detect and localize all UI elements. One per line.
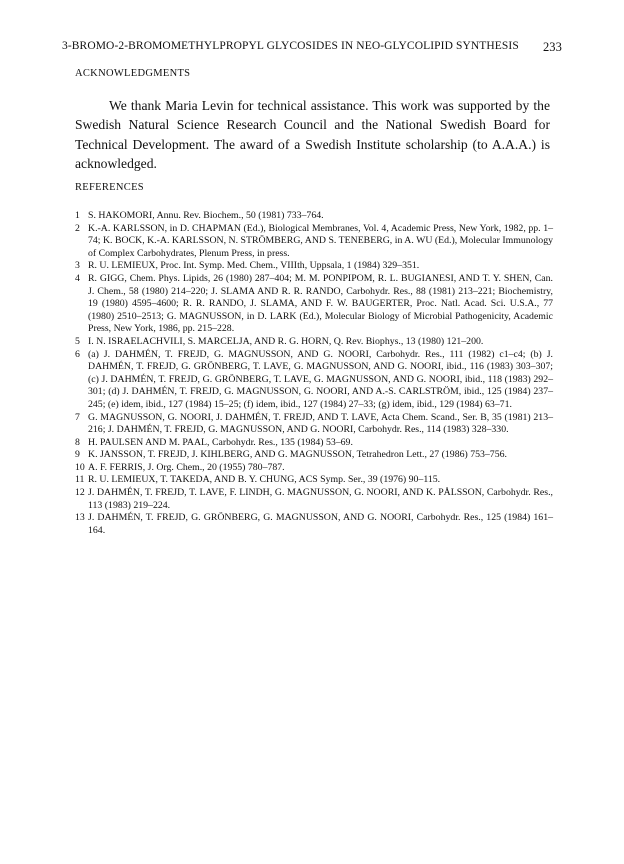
- reference-text: R. GIGG, Chem. Phys. Lipids, 26 (1980) 287–404; M. M. PONPIPOM, R. L. BUGIANESI, AND T. Y. SHEN, Can. J. Chem., 58 (1980) 214–220; J. SLAMA AND R. R. RANDO, Carbohydr. Res., 88 (1981) 213–221; Biochemistry, 19 (1980) 4595–4600; R. R. RANDO, J. SLAMA, AND F. W. BAUGERTER, Proc. Natl. Acad. Sci. U.S.A., 77 (1980) 2510–2513; G. MAGNUSSON, in D. LARK (Ed.), Molecular Biology of Microbial Pathogenicity, Academic Press, New York, 1986, pp. 215–228.: [88, 272, 553, 335]
- references-heading: REFERENCES: [75, 182, 144, 193]
- acknowledgments-text: We thank Maria Levin for technical assistance. This work was supported by the Swedish Natural Science Research Council and the National Swedish Board for Technical Development. The award of a Swedish Institute scholarship (to A.A.A.) is acknowledged.: [75, 98, 550, 172]
- running-header: [62, 40, 562, 52]
- reference-item: [75, 210, 553, 223]
- reference-number: 7: [75, 411, 80, 423]
- reference-number: 3: [75, 260, 80, 272]
- page-number: 233: [542, 40, 562, 54]
- reference-item: [75, 336, 553, 349]
- reference-text: K. JANSSON, T. FREJD, J. KIHLBERG, AND G. MAGNUSSON, Tetrahedron Lett., 27 (1986) 753–756.: [88, 449, 507, 461]
- reference-number: 1: [75, 210, 80, 221]
- reference-text: J. DAHMÉN, T. FREJD, G. GRÖNBERG, G. MAGNUSSON, AND G. NOORI, Carbohydr. Res., 125 (1984) 161–164.: [88, 512, 553, 536]
- reference-text: (a) J. DAHMÉN, T. FREJD, G. MAGNUSSON, AND G. NOORI, Carbohydr. Res., 111 (1982) c1–c4; (b) J. DAHMÉN, T. FREJD, G. GRÖNBERG, T. LAVE, G. MAGNUSSON, AND G. NOORI, ibid., 116 (1983) 303–307; (c) J. DAHMÉN, T. FREJD, G. GRÖNBERG, T. LAVE, G. MAGNUSSON, AND G. NOORI, ibid., 118 (1983) 292–301; (d) J. DAHMÉN, T. FREJD, G. MAGNUSSON, G. NOORI, AND A.-S. CARLSTRÖM, ibid., 125 (1984) 237–245; (e) idem, ibid., 127 (1984) 15–25; (f) idem, ibid., 127 (1984) 27–33; (g) idem, ibid., 129 (1984) 63–71.: [88, 348, 553, 410]
- reference-item: [75, 260, 553, 273]
- reference-number: 10: [75, 461, 85, 473]
- reference-number: 6: [75, 348, 80, 360]
- reference-number: 13: [75, 512, 85, 524]
- reference-number: 11: [75, 474, 85, 486]
- reference-text: R. U. LEMIEUX, Proc. Int. Symp. Med. Chem., VIIIth, Uppsala, 1 (1984) 329–351.: [88, 260, 420, 272]
- reference-text: R. U. LEMIEUX, T. TAKEDA, AND B. Y. CHUNG, ACS Symp. Ser., 39 (1976) 90–115.: [88, 474, 441, 486]
- reference-number: 12: [75, 487, 85, 499]
- reference-number: 4: [75, 272, 80, 284]
- reference-text: S. HAKOMORI, Annu. Rev. Biochem., 50 (1981) 733–764.: [88, 210, 324, 221]
- reference-text: J. DAHMÉN, T. FREJD, T. LAVE, F. LINDH, G. MAGNUSSON, G. NOORI, AND K. PÅLSSON, Carbohydr. Res., 113 (1983) 219–224.: [88, 487, 553, 511]
- reference-item: [75, 462, 553, 475]
- reference-item: [75, 349, 553, 412]
- reference-number: 9: [75, 449, 80, 461]
- reference-item: [75, 223, 553, 261]
- reference-item: [75, 487, 553, 512]
- reference-list: [75, 210, 553, 537]
- reference-text: K.-A. KARLSSON, in D. CHAPMAN (Ed.), Biological Membranes, Vol. 4, Academic Press, New York, 1982, pp. 1–74; K. BOCK, K.-A. KARLSSON, N. STRÖMBERG, AND S. TENEBERG, in A. WU (Ed.), Molecular Immunology of Complex Carbohydrates, Plenum Press, in press.: [88, 222, 553, 259]
- running-title: 3-BROMO-2-BROMOMETHYLPROPYL GLYCOSIDES IN NEO-GLYCOLIPID SYNTHESIS: [62, 40, 519, 52]
- reference-number: 2: [75, 222, 80, 234]
- reference-text: A. F. FERRIS, J. Org. Chem., 20 (1955) 780–787.: [88, 461, 285, 473]
- reference-text: I. N. ISRAELACHVILI, S. MARCELJA, AND R. G. HORN, Q. Rev. Biophys., 13 (1980) 121–200.: [88, 335, 484, 347]
- reference-item: [75, 437, 553, 450]
- reference-number: 8: [75, 436, 80, 448]
- reference-item: [75, 512, 553, 537]
- reference-item: [75, 412, 553, 437]
- reference-item: [75, 449, 553, 462]
- acknowledgments-heading: ACKNOWLEDGMENTS: [75, 68, 191, 79]
- reference-item: [75, 474, 553, 487]
- reference-text: G. MAGNUSSON, G. NOORI, J. DAHMÉN, T. FREJD, AND T. LAVE, Acta Chem. Scand., Ser. B, 35 (1981) 213–216; J. DAHMÉN, T. FREJD, G. MAGNUSSON, AND G. NOORI, Carbohydr. Res., 114 (1983) 328–330.: [88, 411, 553, 436]
- reference-text: H. PAULSEN AND M. PAAL, Carbohydr. Res., 135 (1984) 53–69.: [88, 436, 353, 448]
- reference-number: 5: [75, 335, 80, 347]
- reference-item: [75, 273, 553, 336]
